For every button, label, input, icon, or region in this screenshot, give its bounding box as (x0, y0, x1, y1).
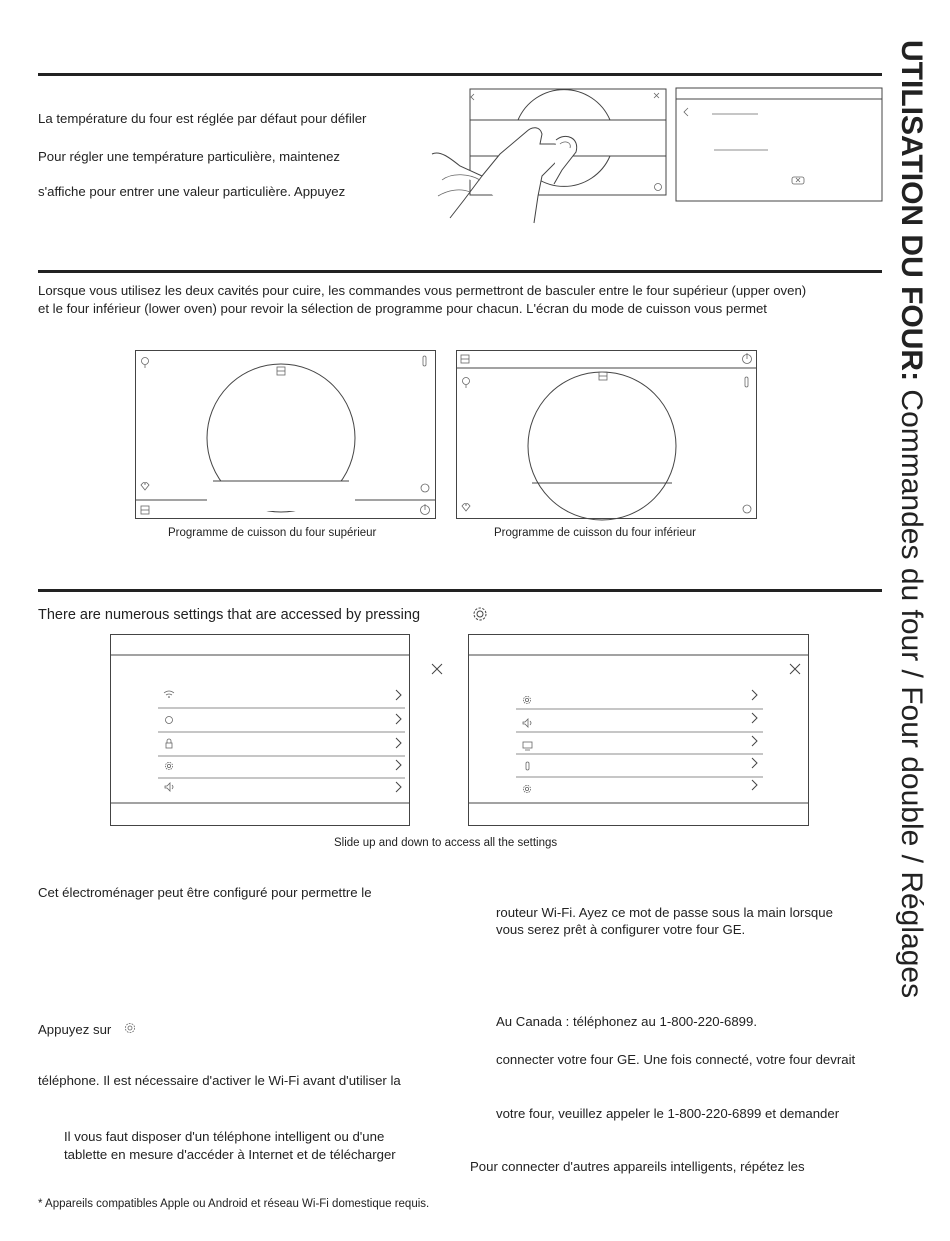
gear-icon (472, 606, 490, 624)
section2-para-line2: et le four inférieur (lower oven) pour revoir la sélection de programme pour chacun. L'écran du mode de cuisson vous permet (38, 301, 767, 316)
close-icon[interactable] (430, 662, 444, 676)
section4-left4b: tablette en mesure d'accéder à Internet et de télécharger (64, 1147, 396, 1162)
keypad-screen-illustration (676, 88, 884, 204)
side-title (886, 40, 936, 1080)
caption-lower-oven: Programme de cuisson du four inférieur (494, 527, 696, 539)
side-title-bold: UTILISATION DU FOUR: (895, 40, 928, 382)
section4-right2: Au Canada : téléphonez au 1-800-220-6899. (496, 1014, 758, 1029)
caption-upper-oven: Programme de cuisson du four supérieur (168, 527, 377, 539)
footnote: * Appareils compatibles Apple ou Android et réseau Wi-Fi domestique requis. (38, 1198, 430, 1210)
section-rule-3 (38, 589, 882, 592)
temperature-dial-illustration (430, 88, 670, 228)
settings-menu-left (110, 634, 411, 828)
close-icon[interactable] (788, 662, 802, 676)
section3-intro: There are numerous settings that are accessed by pressing (38, 607, 421, 623)
spacer (411, 634, 431, 674)
section4-right5: Pour connecter d'autres appareils intelligents, répétez les (470, 1159, 805, 1174)
section4-left3: téléphone. Il est nécessaire d'activer le Wi-Fi avant d'utiliser la (38, 1073, 401, 1088)
section4-left2: Appuyez sur (38, 1022, 112, 1037)
settings-caption: Slide up and down to access all the settings (334, 837, 558, 849)
settings-menu-right (468, 634, 810, 828)
section4-right3: connecter votre four GE. Une fois connecté, votre four devrait (496, 1052, 856, 1067)
section-rule-1 (38, 73, 882, 76)
side-title-rest: Commandes du four / Four double / Réglages (895, 381, 928, 999)
section4-right1b: vous serez prêt à configurer votre four GE. (496, 922, 746, 937)
section4-left4a: Il vous faut disposer d'un téléphone intelligent ou d'une (64, 1129, 385, 1144)
section1-line2: Pour régler une température particulière, maintenez (38, 149, 341, 164)
section4-left1: Cet électroménager peut être configuré pour permettre le (38, 885, 372, 900)
lower-oven-screen (456, 350, 758, 520)
section4-right4: votre four, veuillez appeler le 1-800-220-6899 et demander (496, 1106, 840, 1121)
section1-line3: s'affiche pour entrer une valeur particulière. Appuyez (38, 184, 346, 199)
section-rule-2 (38, 270, 882, 273)
gear-icon (124, 1022, 138, 1036)
section1-line1: La température du four est réglée par défaut pour défiler (38, 111, 367, 126)
upper-oven-dial (135, 350, 437, 520)
section4-right1a: routeur Wi-Fi. Ayez ce mot de passe sous la main lorsque (496, 905, 833, 920)
section2-para-line1: Lorsque vous utilisez les deux cavités pour cuire, les commandes vous permettront de basculer entre le four supérieur (upper oven) (38, 283, 807, 298)
